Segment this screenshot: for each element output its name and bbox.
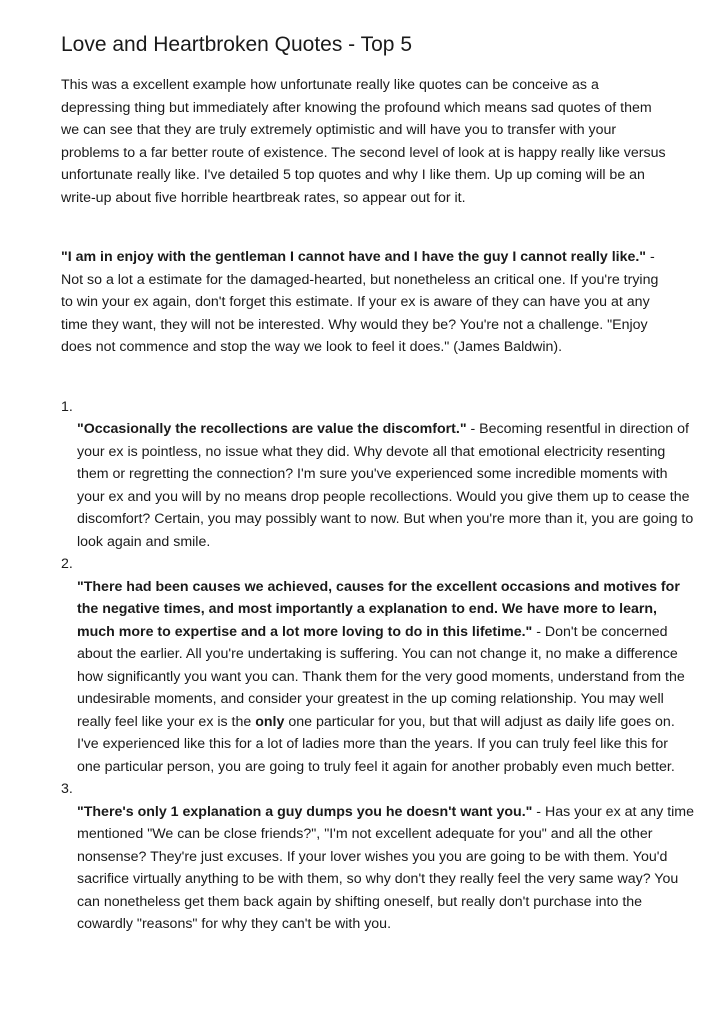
list-item-3-quote: "There's only 1 explanation a guy dumps you he doesn't want you." [77,803,533,820]
list-number-1: 1. [61,398,73,415]
list-number-3: 3. [61,781,73,797]
list-item-2-emphasis: only [255,713,285,730]
list-item-1-text: - Becoming resentful in direction of your ex is pointless, no issue what they did. Why devote all that emotional electricity resenting them or regretting the connection? I'm sure you've experienced some incredible moments with your ex and you will by no means drop people recollections. Would you give them up to cease the discomfort? Certain, you may possibly want to now. But when you're more than it, you are going to look again and smile. [77,421,694,550]
list-item-2-text: - Don't be concerned about the earlier. All you're undertaking is suffering. You can not change it, no make a difference how significantly you want you can. Thank them for the very good moments, understand from the undesirable moments, and consider your greatest in the up coming relationship. You may well really feel like your ex is the [77,623,685,730]
list-item-2-text-after: one particular for you, but that will adjust as daily life goes on. I've experienced like this for a lot of ladies more than the years. If you can truly feel like this for one particular person, you are going to truly feel it again for another probably even much better. [77,713,675,775]
list-item-1 [77,418,695,553]
list-item-3 [77,801,695,936]
featured-quote-paragraph [61,246,671,359]
page-title: Love and Heartbroken Quotes - Top 5 [61,33,413,56]
document-page [61,28,694,936]
list-item-3-text: - Has your ex at any time mentioned "We can be close friends?", "I'm not excellent adequate for you" and all the other nonsense? They're just excuses. If your lover wishes you you are going to be with them. You'd sacrifice virtually anything to be with them, so why don't they really feel the very same way? You can nonetheless get them back again by shifting oneself, but really don't purchase into the cowardly "reasons" for why they can't be with you. [77,803,694,932]
intro-paragraph: This was a excellent example how unfortunate really like quotes can be conceive as a depressing thing but immediately after knowing the profound which means sad quotes of them we can see that they are truly extremely optimistic and will have you to transfer with your problems to a far better route of existence. The second level of look at is happy really like versus unfortunate really like. I've detailed 5 top quotes and why I like them. Up up coming will be an write-up about five horrible heartbreak rates, so appear out for it. [61,77,666,206]
featured-quote: "I am in enjoy with the gentleman I cannot have and I have the guy I cannot really like." [61,249,647,265]
list-number-2: 2. [61,556,73,572]
list-item-2 [77,576,695,779]
featured-quote-commentary: - Not so a lot a estimate for the damaged-hearted, but nonetheless an critical one. If you're trying to win your ex again, don't forget this estimate. If your ex is aware of they can have you at any time they want, they will not be interested. Why would they be? You're not a challenge. "Enjoy does not commence and stop the way we look to feel it does." (James Baldwin). [61,249,659,355]
quote-list [61,396,694,936]
list-item-1-quote: "Occasionally the recollections are value the discomfort." [77,421,467,437]
list-item-2-quote: "There had been causes we achieved, causes for the excellent occasions and motives for the negative times, and most importantly a explanation to end. We have more to learn, much more to expertise and a lot more loving to do in this lifetime." [77,578,680,640]
